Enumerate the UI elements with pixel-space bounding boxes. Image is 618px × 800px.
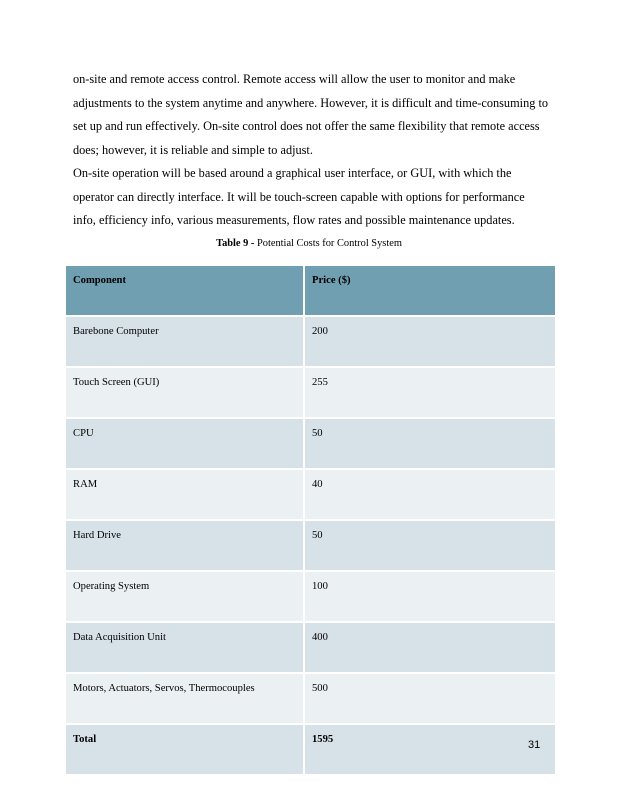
cell-price: 255	[305, 368, 555, 417]
cell-price: 40	[305, 470, 555, 519]
table-total-row	[66, 725, 555, 774]
cell-component: RAM	[66, 470, 303, 519]
cell-price: 200	[305, 317, 555, 366]
table-row	[66, 470, 555, 519]
page-number: 31	[528, 739, 541, 751]
cell-price: 50	[305, 419, 555, 468]
table-caption-label: Table 9 -	[216, 238, 255, 249]
body-paragraph-1: on-site and remote access control. Remote access will allow the user to monitor and make adjustments to the system anytime and anywhere. However, it is difficult and time-consuming to set up and run effectively. On-site control does not offer the same flexibility that remote access does; however, it is reliable and simple to adjust.	[73, 72, 549, 157]
cell-component: Data Acquisition Unit	[66, 623, 303, 672]
header-price: Price ($)	[305, 266, 555, 315]
cell-component: Barebone Computer	[66, 317, 303, 366]
cell-component: Touch Screen (GUI)	[66, 368, 303, 417]
cell-price: 400	[305, 623, 555, 672]
table-caption-text: Potential Costs for Control System	[254, 238, 402, 249]
cell-price: 100	[305, 572, 555, 621]
table-row	[66, 317, 555, 366]
table-row	[66, 419, 555, 468]
cell-price: 500	[305, 674, 555, 723]
table-header-row	[66, 266, 555, 315]
total-label: Total	[66, 725, 303, 774]
header-component: Component	[66, 266, 303, 315]
table-row	[66, 521, 555, 570]
table-row	[66, 623, 555, 672]
cell-component: CPU	[66, 419, 303, 468]
table-caption	[0, 238, 618, 249]
cell-component: Operating System	[66, 572, 303, 621]
table-row	[66, 572, 555, 621]
cell-component: Motors, Actuators, Servos, Thermocouples	[66, 674, 303, 723]
cell-price: 50	[305, 521, 555, 570]
table-row	[66, 368, 555, 417]
cell-component: Hard Drive	[66, 521, 303, 570]
body-paragraph-2: On-site operation will be based around a graphical user interface, or GUI, with which the operator can directly interface. It will be touch-screen capable with options for performance info, efficiency info, various measurements, flow rates and possible maintenance updates.	[73, 166, 525, 228]
table-row	[66, 674, 555, 723]
cost-table	[64, 264, 557, 776]
total-value: 1595	[305, 725, 555, 774]
